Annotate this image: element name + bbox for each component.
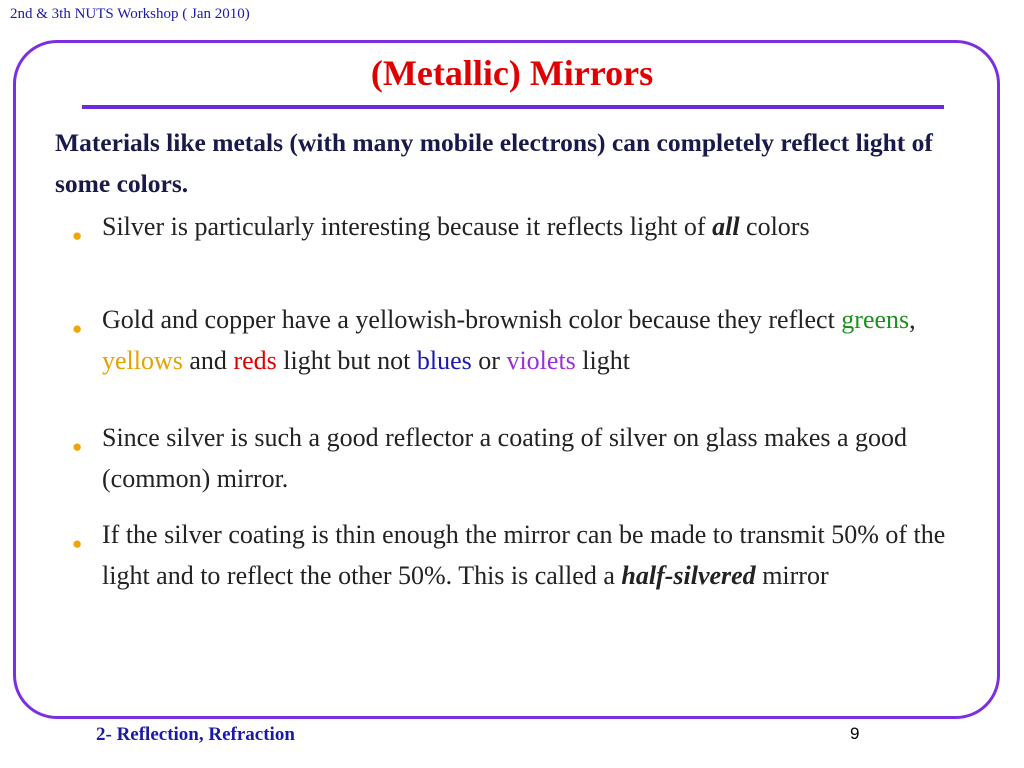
bullet-half-silvered — [72, 514, 952, 596]
page-number: 9 — [850, 724, 860, 743]
slide-title: (Metallic) Mirrors — [370, 53, 654, 93]
bullet-text: Since silver is such a good reflector a coating of silver on glass makes a good (common) mirror. — [102, 423, 908, 493]
title-underline — [82, 105, 944, 109]
bullet-text: Gold and copper have a yellowish-brownish color because they reflect greens, yellows and reds light but not blues or violets light — [102, 305, 916, 375]
bullet-dot-icon: ● — [72, 226, 83, 245]
bullet-gold-copper — [72, 299, 952, 381]
word-blues: blues — [416, 346, 472, 375]
bullet-dot-icon: ● — [72, 319, 83, 338]
bullet-dot-icon: ● — [72, 437, 83, 456]
word-reds: reds — [233, 346, 277, 375]
intro-paragraph: Materials like metals (with many mobile electrons) can completely reflect light of some colors. — [55, 128, 933, 198]
bullet-silver-coating — [72, 417, 952, 499]
word-yellows: yellows — [102, 346, 183, 375]
footer-section-title: 2- Reflection, Refraction — [96, 724, 295, 745]
bullet-silver-all-colors — [72, 206, 952, 247]
emphasis-half-silvered: half-silvered — [621, 561, 756, 590]
workshop-header: 2nd & 3th NUTS Workshop ( Jan 2010) — [10, 6, 250, 22]
word-violets: violets — [506, 346, 576, 375]
bullet-text: Silver is particularly interesting because it reflects light of all colors — [102, 212, 810, 241]
bullet-text: If the silver coating is thin enough the mirror can be made to transmit 50% of the light and to reflect the other 50%. This is called a half-silvered mirror — [102, 520, 946, 590]
bullet-dot-icon: ● — [72, 534, 83, 553]
word-greens: greens — [841, 305, 910, 334]
emphasis-all: all — [712, 212, 740, 241]
